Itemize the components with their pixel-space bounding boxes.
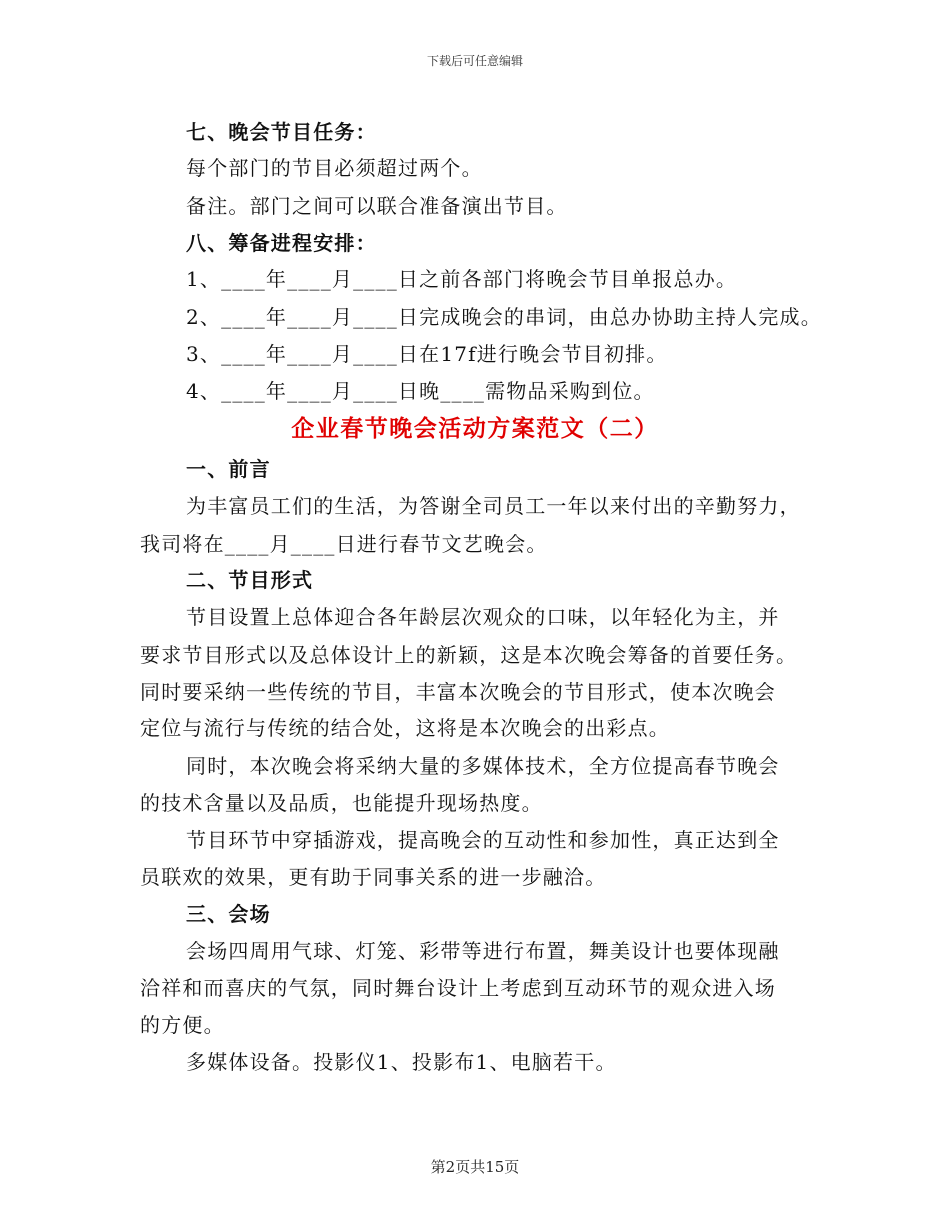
part2-line-5: 同时，本次晚会将采纳大量的多媒体技术，全方位提高春节晚会 (186, 754, 780, 778)
section7-heading: 七、晚会节目任务： (186, 120, 377, 144)
part2-line-7: 节目环节中穿插游戏，提高晚会的互动性和参加性，真正达到全 (186, 828, 780, 852)
section8-item-4: 4、____年____月____日晚____需物品采购到位。 (186, 379, 655, 403)
part2-heading: 二、节目形式 (186, 568, 314, 592)
part2-line-8: 员联欢的效果，更有助于同事关系的进一步融洽。 (140, 865, 607, 889)
part2-line-3: 同时要采纳一些传统的节目，丰富本次晚会的节目形式，使本次晚会 (140, 680, 776, 704)
page-footer: 第2页共15页 (430, 1158, 520, 1176)
part1-heading: 一、前言 (186, 457, 271, 481)
section8-item-3: 3、____年____月____日在17f进行晚会节目初排。 (186, 342, 668, 366)
page-header: 下载后可任意编辑 (426, 54, 523, 68)
part3-line-3: 的方便。 (140, 1013, 225, 1037)
section8-item-2: 2、____年____月____日完成晚会的串词，由总办协助主持人完成。 (186, 305, 822, 329)
part3-line-2: 洽祥和而喜庆的气氛，同时舞台设计上考虑到互动环节的观众进入场 (140, 976, 776, 1000)
section8-heading: 八、筹备进程安排： (186, 231, 377, 255)
part2-line-2: 要求节目形式以及总体设计上的新颖，这是本次晚会筹备的首要任务。 (140, 643, 798, 667)
part1-line-2: 我司将在____月____日进行春节文艺晚会。 (140, 532, 548, 556)
part3-line-4: 多媒体设备。投影仪1、投影布1、电脑若干。 (186, 1050, 617, 1074)
part2-line-6: 的技术含量以及品质，也能提升现场热度。 (140, 791, 543, 815)
part1-line-1: 为丰富员工们的生活，为答谢全司员工一年以来付出的辛勤努力， (186, 494, 801, 518)
section8-item-1: 1、____年____月____日之前各部门将晚会节目单报总办。 (186, 267, 738, 291)
part3-line-1: 会场四周用气球、灯笼、彩带等进行布置，舞美设计也要体现融 (186, 939, 780, 963)
document-title: 企业春节晚会活动方案范文（二） (291, 415, 659, 442)
section7-line-1: 每个部门的节目必须超过两个。 (186, 156, 483, 180)
part3-heading: 三、会场 (186, 902, 271, 926)
section7-line-2: 备注。部门之间可以联合准备演出节目。 (186, 194, 568, 218)
part2-line-1: 节目设置上总体迎合各年龄层次观众的口味，以年轻化为主，并 (186, 605, 780, 629)
part2-line-4: 定位与流行与传统的结合处，这将是本次晚会的出彩点。 (140, 716, 670, 740)
